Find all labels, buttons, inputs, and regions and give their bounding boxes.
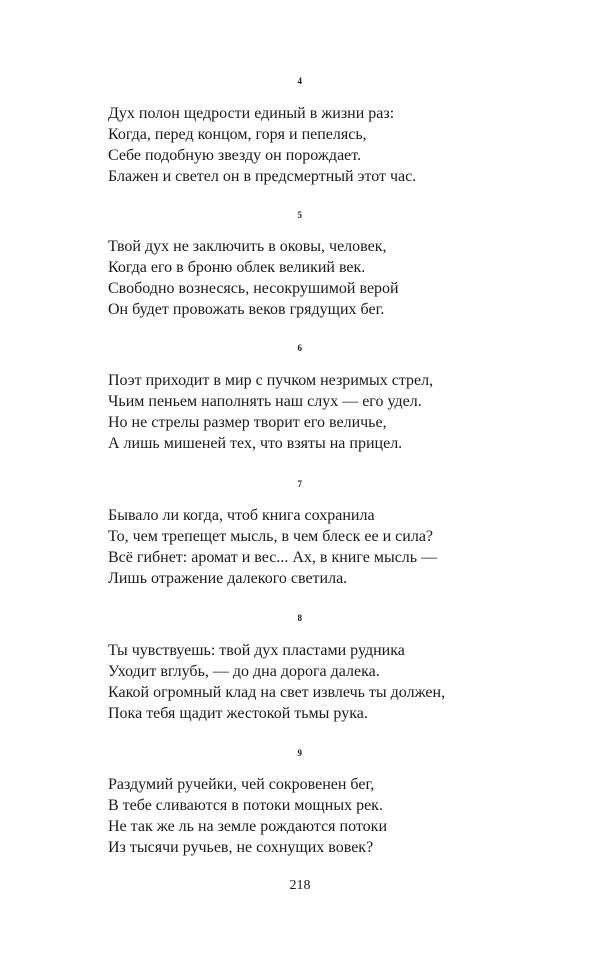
verse-line: Из тысячи ручьев, не сохнущих вовек? xyxy=(108,839,374,856)
stanza-number: 9 xyxy=(297,748,303,758)
verse-line: Он будет провожать веков грядущих бег. xyxy=(108,301,385,318)
verse-line: Дух полон щедрости единый в жизни раз: xyxy=(108,105,395,122)
verse-line: Ты чувствуешь: твой дух пластами рудника xyxy=(108,642,405,659)
stanza-number: 5 xyxy=(297,210,303,220)
verse-line: Когда, перед концом, горя и пепелясь, xyxy=(108,126,367,143)
stanza xyxy=(108,640,548,724)
page-number: 218 xyxy=(289,878,311,893)
stanza xyxy=(108,774,548,858)
stanza xyxy=(108,103,548,187)
verse-line: А лишь мишеней тех, что взяты на прицел. xyxy=(108,435,403,452)
verse-line: Но не стрелы размер творит его величье, xyxy=(108,414,387,431)
verse-line: В тебе сливаются в потоки мощных рек. xyxy=(108,797,383,814)
verse-line: Свободно вознесясь, несокрушимой верой xyxy=(108,280,399,297)
verse-line: Блажен и светел он в предсмертный этот час. xyxy=(108,168,417,185)
verse-line: Всё гибнет: аромат и вес... Ах, в книге мысль — xyxy=(108,549,438,566)
verse-line: Раздумий ручейки, чей сокровенен бег, xyxy=(108,776,375,793)
verse-line: Пока тебя щадит жестокой тьмы рука. xyxy=(108,705,368,722)
stanza xyxy=(108,236,548,320)
verse-line: Уходит вглубь, — до дна дорога далека. xyxy=(108,663,380,680)
stanza-number: 4 xyxy=(297,76,303,86)
stanza-number: 6 xyxy=(297,343,303,353)
stanza-number: 7 xyxy=(297,479,303,489)
verse-line: Поэт приходит в мир с пучком незримых стрел, xyxy=(108,372,434,389)
verse-line: Твой дух не заключить в оковы, человек, xyxy=(108,238,387,255)
verse-line: Когда его в броню облек великий век. xyxy=(108,259,366,276)
verse-line: То, чем трепещет мысль, в чем блеск ее и сила? xyxy=(108,528,434,545)
stanza-number: 8 xyxy=(297,613,303,623)
stanza xyxy=(108,370,548,454)
verse-line: Не так же ль на земле рождаются потоки xyxy=(108,818,387,835)
verse-line: Лишь отражение далекого светила. xyxy=(108,570,348,587)
verse-line: Какой огромный клад на свет извлечь ты должен, xyxy=(108,684,446,701)
verse-line: Себе подобную звезду он порождает. xyxy=(108,147,362,164)
verse-line: Чьим пеньем наполнять наш слух — его удел. xyxy=(108,393,422,410)
verse-line: Бывало ли когда, чтоб книга сохранила xyxy=(108,507,375,524)
stanza xyxy=(108,505,548,589)
